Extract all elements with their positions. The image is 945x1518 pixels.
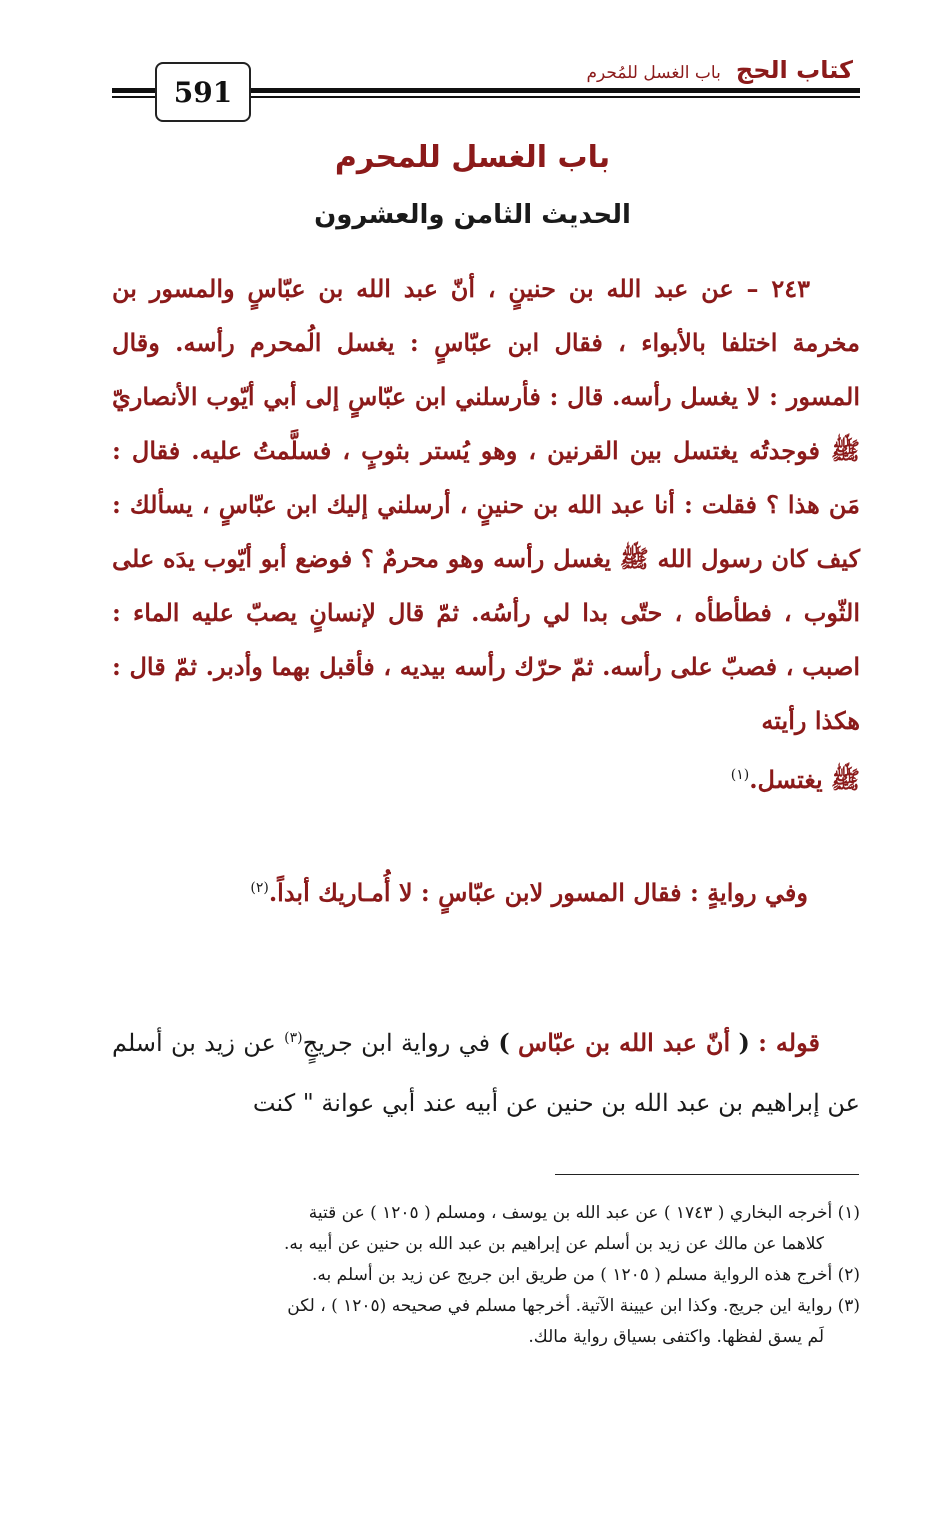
chapter-subtitle: باب الغسل للمُحرم [586, 63, 721, 83]
hadith-text [112, 262, 860, 807]
commentary-quote: أنّ عبد الله بن عبّاس [517, 1028, 731, 1057]
footnote-3-continuation: لَم يسق لفظها. واكتفى بسياق رواية مالك. [528, 1327, 824, 1347]
hadith-last-line [112, 748, 860, 807]
footnote-1-continuation: كلاهما عن مالك عن زيد بن أسلم عن إبراهيم بن عبد الله بن حنين عن أبيه به. [283, 1234, 824, 1254]
quote-open: ( [738, 1028, 750, 1057]
chapter-title: باب الغسل للمحرم [334, 140, 611, 175]
hadith-title: الحديث الثامن والعشرون [314, 200, 631, 230]
hadith-ending: ﷺ يغتسل. [749, 765, 860, 794]
footnote-2: (٢) أخرج هذه الرواية مسلم ( ١٢٠٥ ) من طريق ابن جريج عن زيد بن أسلم به. [312, 1265, 860, 1285]
footnote-ref-3: (٣) [284, 1030, 303, 1046]
commentary [112, 1008, 860, 1133]
hadith-body: ٢٤٣ – عن عبد الله بن حنينٍ ، أنّ عبد الله بن عبّاسٍ والمسور بن مخرمة اختلفا بالأبواء ، فقال ابن عبّاسٍ : يغسل الُمحرم رأسه. وقال المسور : لا يغسل رأسه. قال : فأرسلني ابن عبّاسٍ إلى أبي أيّوب الأنصاريّ ﷺ فوجدتُه يغتسل بين القرنين ، وهو يُستر بثوبٍ ، فسلَّمتُ عليه. فقال : مَن هذا ؟ فقلت : أنا عبد الله بن حنينٍ ، أرسلني إليك ابن عبّاسٍ ، يسألك : كيف كان رسول الله ﷺ يغسل رأسه وهو محرمٌ ؟ فوضع أبو أيّوب يدَه على الثّوب ، فطأطأه ، حتّى بدا لي رأسُه. ثمّ قال لإنسانٍ يصبّ عليه الماء : اصبب ، فصبّ على رأسه. ثمّ حرّك رأسه بيديه ، فأقبل بهما وأدبر. ثمّ قال : هكذا رأيته [112, 274, 860, 735]
footnote-3: (٣) رواية اين جريج. وكذا ابن عيينة الآتية. أخرجها مسلم في صحيحه (١٢٠٥ ) ، لكن [287, 1296, 860, 1316]
footnote-separator [555, 1174, 859, 1175]
running-header [586, 56, 853, 84]
quote-close: ) [498, 1028, 510, 1057]
commentary-lead: قوله : [758, 1028, 820, 1057]
page-number: 591 [155, 62, 251, 122]
book-title: كتاب الحج [735, 56, 853, 84]
riwaya-text: وفي روايةٍ : فقال المسور لابن عبّاسٍ : لا أُمـاريك أبداً. [268, 878, 808, 907]
footnotes [112, 1198, 860, 1353]
footnote-1: (١) أخرجه البخاري ( ١٧٤٣ ) عن عبد الله بن يوسف ، ومسلم ( ١٢٠٥ ) عن قتية [308, 1203, 860, 1223]
footnote-ref-1: (١) [730, 767, 750, 783]
commentary-text-a: في رواية ابن جريجٍ [302, 1029, 491, 1057]
footnote-ref-2: (٢) [250, 880, 269, 896]
commentary-text-b: عن زيد بن أسلم عن إبراهيم بن عبد الله بن حنين عن أبيه عند أبي عوانة " كنت [112, 1029, 860, 1117]
riwaya-line [112, 878, 808, 907]
